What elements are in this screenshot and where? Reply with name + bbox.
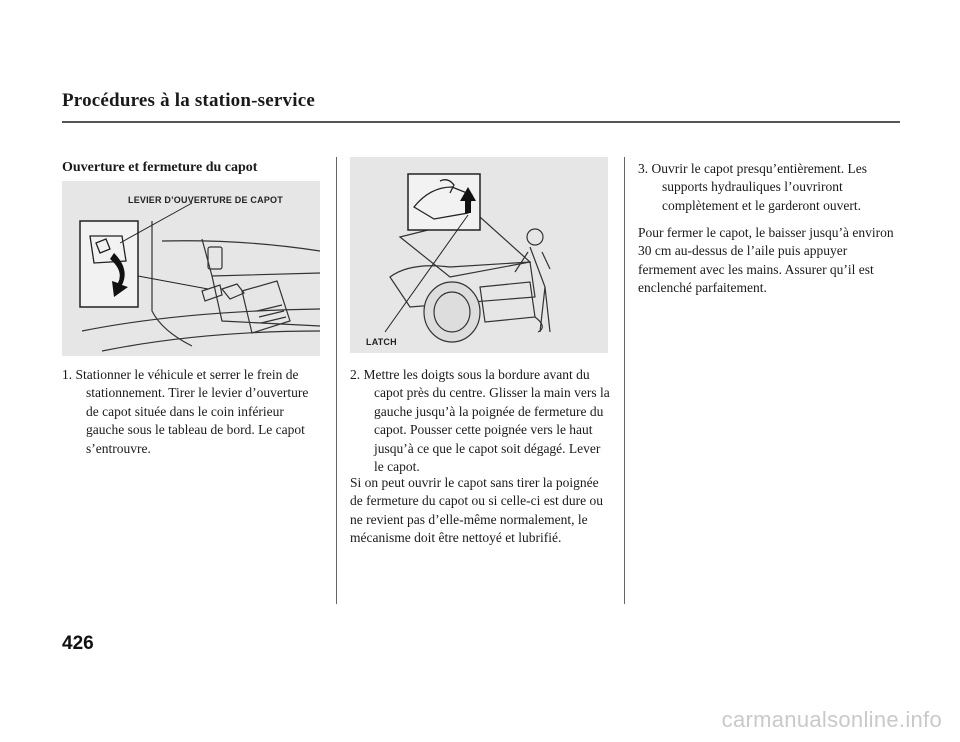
latch-label: LATCH (366, 337, 397, 347)
step-3-text: Ouvrir le capot presqu’entièrement. Les supports hydrauliques l’ouvriront complètement et le garderont ouvert. (651, 161, 868, 213)
step-1-number: 1. (62, 367, 73, 382)
latch-drawing (350, 157, 608, 353)
lever-label: LEVIER D’OUVERTURE DE CAPOT (128, 195, 283, 205)
header-rule (62, 121, 900, 123)
hood-release-lever-illustration (62, 181, 320, 356)
step-1 (62, 366, 324, 458)
watermark: carmanualsonline.info (721, 707, 942, 732)
column-divider-2 (624, 157, 625, 604)
latch-maintenance-note: Si on peut ouvrir le capot sans tirer la poignée de fermeture du capot ou si celle-ci est dure ou ne revient pas d’elle-même normalement, le mécanisme doit être nettoyé et lubrifié. (350, 475, 604, 546)
step-3-number: 3. (638, 161, 649, 176)
step-2-number: 2. (350, 367, 361, 382)
lever-drawing (62, 181, 320, 356)
page-number: 426 (62, 633, 94, 654)
lever-inset-frame (80, 221, 138, 307)
step-1-text: Stationner le véhicule et serrer le frein de stationnement. Tirer le levier d’ouverture de capot située dans le coin inférieur gauche sous le tableau de bord. Le capot s’entrouvre. (75, 367, 309, 456)
section-heading: Ouverture et fermeture du capot (62, 160, 258, 175)
column-divider-1 (336, 157, 337, 604)
step-3 (638, 160, 900, 215)
hood-latch-illustration (350, 157, 608, 353)
closing-instructions: Pour fermer le capot, le baisser jusqu’à environ 30 cm au-dessus de l’aile puis appuyer fermement avec les mains. Assurer qu’il est enclenché parfaitement. (638, 225, 894, 296)
step-2 (350, 366, 612, 476)
page-title: Procédures à la station-service (62, 90, 315, 111)
step-2-text: Mettre les doigts sous la bordure avant du capot près du centre. Glisser la main vers la gauche jusqu’à la poignée de fermeture du capot. Pousser cette poignée vers le haut jusqu’à ce que le capot soit dégagé. Lever le capot. (363, 367, 610, 475)
